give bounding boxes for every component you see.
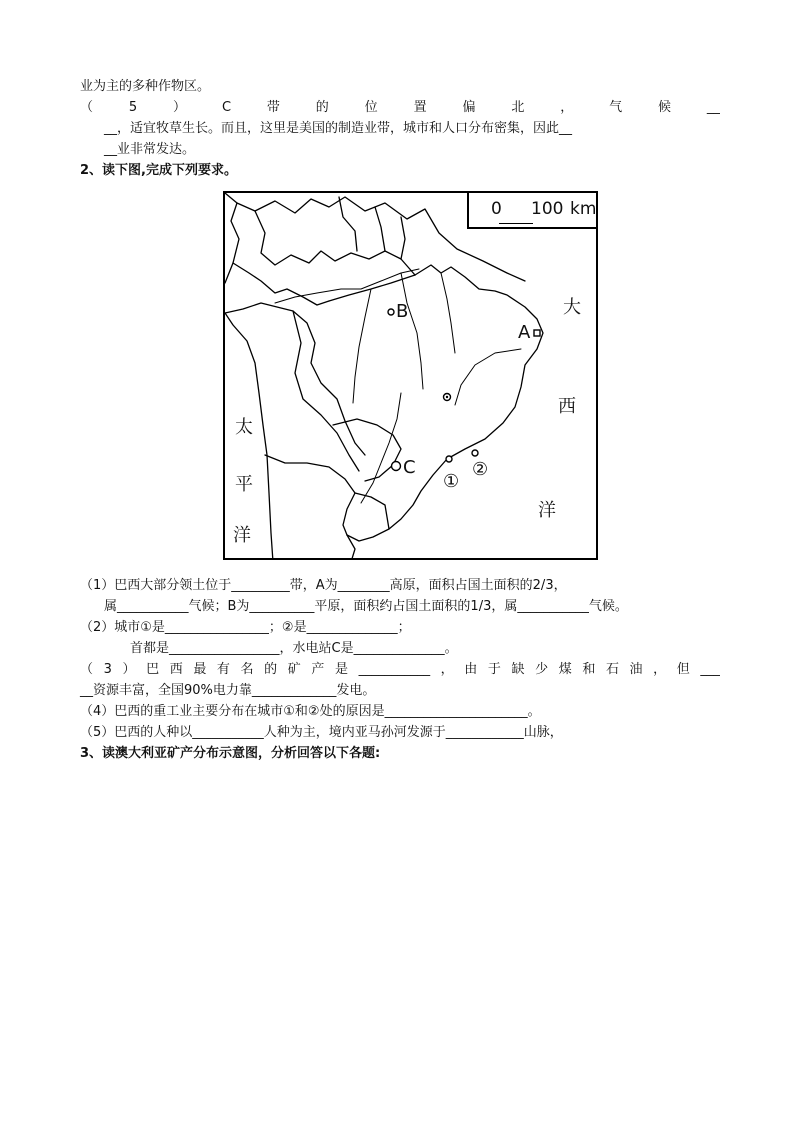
- river-tributary-2: [401, 273, 423, 389]
- label-pacific-1: 太: [235, 417, 253, 438]
- label-pacific-3: 洋: [233, 525, 251, 546]
- l2-part: 气: [609, 100, 623, 115]
- q3a-part: 油: [629, 662, 643, 677]
- border-bolivia: [293, 311, 359, 471]
- l2-part: 候: [658, 100, 672, 115]
- scale-value: 100: [531, 199, 564, 219]
- q3a-part: 的: [264, 662, 278, 677]
- q3a-part: ___: [700, 662, 720, 677]
- q3a-part: ___________: [358, 662, 431, 677]
- label-a: A: [518, 322, 531, 343]
- city-2-marker: [472, 450, 478, 456]
- l2-part: 5: [128, 100, 138, 115]
- q3a-part: 有: [216, 662, 230, 677]
- label-pacific-2: 平: [235, 474, 253, 495]
- q3a-part: 缺: [511, 662, 525, 677]
- river-tributary-1: [353, 289, 371, 403]
- amazon-river: [275, 269, 419, 303]
- border-paraguay: [333, 419, 401, 481]
- q3a-part: 由: [464, 662, 478, 677]
- question-3-heading: 3、读澳大利亚矿产分布示意图，分析回答以下各题:: [80, 746, 381, 761]
- q3a-part: ）: [122, 662, 136, 677]
- text-line-1: 业为主的多种作物区。: [80, 79, 211, 94]
- l2-part: 带: [266, 100, 280, 115]
- border-uruguay: [355, 493, 389, 529]
- q3a-part: 石: [605, 662, 619, 677]
- l2-part: 位: [364, 100, 378, 115]
- q3a-part: 但: [676, 662, 690, 677]
- city-a-marker: [534, 330, 540, 336]
- scale-bar: [499, 220, 533, 224]
- l2-part: （: [80, 100, 94, 115]
- q3a-part: 最: [193, 662, 207, 677]
- q3a-part: 西: [169, 662, 183, 677]
- q2-3-line-a-justified: [80, 662, 720, 678]
- l2-part: 置: [413, 100, 427, 115]
- border-argentina: [265, 455, 355, 535]
- label-atlantic-3: 洋: [538, 500, 556, 521]
- q2-2-line-a: （2）城市①是________________；②是______________；: [80, 620, 411, 635]
- border-venezuela: [255, 211, 415, 275]
- l2-part: __: [706, 100, 720, 115]
- q2-1-line-b: 属___________气候；B为__________平原，面积约占国土面积的1/3，属___________气候。: [104, 599, 628, 614]
- dam-c-marker: [392, 462, 401, 471]
- text-line-2-justified: [80, 100, 720, 116]
- q3a-part: 3: [103, 662, 112, 677]
- city-b-marker: [388, 309, 394, 315]
- q3a-part: ，: [440, 662, 454, 677]
- label-b: B: [396, 301, 409, 322]
- q3a-part: 煤: [558, 662, 572, 677]
- q2-1-line-a: （1）巴西大部分领土位于_________带，A为________高原，面积占国土面积的2/3，: [80, 578, 567, 593]
- text-line-4: __业非常发达。: [104, 142, 196, 157]
- brazil-map: [223, 191, 598, 560]
- l2-part: ）: [173, 100, 187, 115]
- question-2-heading: 2、读下图,完成下列要求。: [80, 163, 237, 178]
- capital-dot: [446, 396, 448, 398]
- label-atlantic-1: 大: [563, 297, 581, 318]
- q3a-part: （: [80, 662, 94, 677]
- city-1-marker: [446, 456, 452, 462]
- q3a-part: 是: [334, 662, 348, 677]
- q2-5-line: （5）巴西的人种以___________人种为主，境内亚马孙河发源于____________山脉，: [80, 725, 563, 740]
- river-sao-francisco: [455, 349, 521, 405]
- border-guyanas: [339, 197, 405, 259]
- l2-part: C: [221, 100, 232, 115]
- pacific-coastline: [225, 193, 273, 560]
- q3a-part: 和: [582, 662, 596, 677]
- river-tributary-3: [441, 273, 455, 353]
- q2-2-line-b: 首都是_________________，水电站C是______________。: [130, 641, 458, 656]
- q3a-part: 产: [311, 662, 325, 677]
- l2-part: 的: [315, 100, 329, 115]
- label-city-2: ②: [472, 459, 489, 480]
- label-atlantic-2: 西: [558, 396, 576, 417]
- label-c: C: [403, 457, 416, 478]
- q2-4-line: （4）巴西的重工业主要分布在城市①和②处的原因是______________________。: [80, 704, 541, 719]
- border-colombia: [233, 263, 329, 305]
- river-parana: [361, 393, 401, 503]
- label-city-1: ①: [443, 471, 460, 492]
- scale-box: [467, 193, 596, 229]
- l2-part: 北: [511, 100, 525, 115]
- l2-part: 偏: [462, 100, 476, 115]
- q3a-part: 巴: [146, 662, 160, 677]
- scale-zero: 0: [491, 199, 502, 219]
- l2-part: ，: [560, 100, 574, 115]
- q3a-part: 少: [535, 662, 549, 677]
- text-line-3: __，适宜牧草生长。而且，这里是美国的制造业带，城市和人口分布密集，因此__: [104, 121, 573, 136]
- scale-unit: km: [570, 199, 597, 219]
- q3a-part: 矿: [287, 662, 301, 677]
- q3a-part: ，: [653, 662, 667, 677]
- q2-3-line-b: __资源丰富，全国90%电力靠_____________发电。: [80, 683, 376, 698]
- q3a-part: 于: [487, 662, 501, 677]
- q3a-part: 名: [240, 662, 254, 677]
